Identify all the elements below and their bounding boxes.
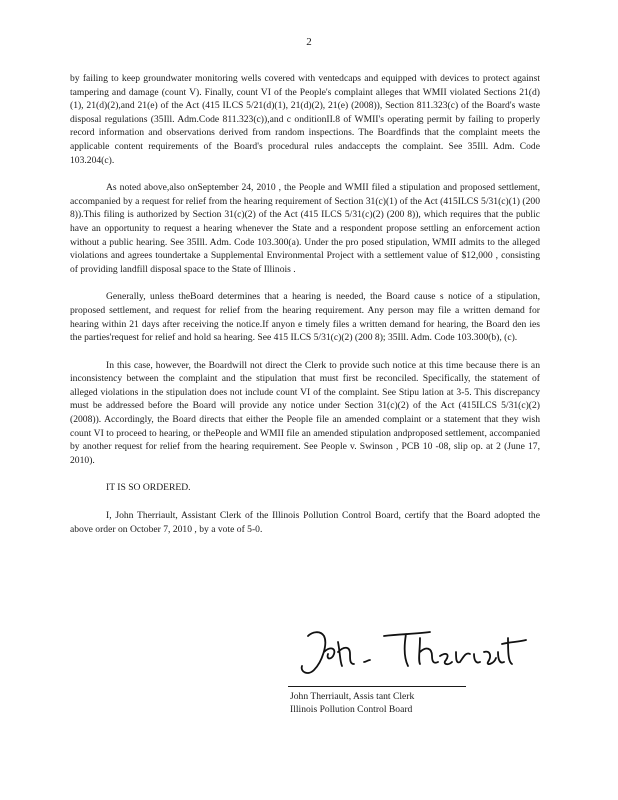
- signer-info: [290, 690, 414, 716]
- paragraph-stipulation-filing: As noted above,also onSeptember 24, 2010 , the People and WMII filed a stipulation and proposed settlement, accompanied by a request for relief from the hearing requirement of Section 31(c)(1) of the Act (415ILCS 5/31(c)(1) (200 8)).This filing is authorized by Section 31(c)(2) of the Act (415 ILCS 5/31(c)(2) (200 8)), which requires that the public have an opportunity to request a hearing whenever the State and a respondent propose settling an enforcement action without a public hearing. See 35Ill. Adm. Code 103.300(a). Under the pro posed stipulation, WMII admits to the alleged violations and agrees toundertake a Supplemental Environmental Project with a settlement value of $12,000 , consisting of providing landfill disposal space to the State of Illinois .: [70, 182, 540, 275]
- signature-line: [288, 686, 466, 687]
- signature-block: [290, 622, 490, 715]
- order-body: [70, 72, 540, 550]
- so-ordered: IT IS SO ORDERED.: [106, 482, 191, 494]
- signer-organization: Illinois Pollution Control Board: [290, 704, 413, 715]
- clerk-certification: I, John Therriault, Assistant Clerk of the Illinois Pollution Control Board, certify that the Board adopted the above order on October 7, 2010 , by a vote of 5-0.: [70, 510, 540, 535]
- handwritten-signature: [290, 622, 530, 678]
- page-number: 2: [306, 36, 312, 48]
- paragraph-inconsistency: In this case, however, the Boardwill not direct the Clerk to provide such notice at this time because there is an inconsistency between the complaint and the stipulation that must first be reconciled. Specifically, the statement of alleged violations in the stipulation does not include count VI of the complaint. See Stipu lation at 3-5. This discrepancy must be addressed before the Board will provide any notice under Section 31(c)(2) of the Act (415ILCS 5/31(c)(2) (2008)). Accordingly, the Board directs that either the People file an amended complaint or a statement that they wish count VI to proceed to hearing, or thePeople and WMII file an amended stipulation andproposed settlement, accompanied by another request for relief from the hearing requirement. See People v. Swinson , PCB 10 -08, slip op. at 2 (June 17, 2010).: [70, 359, 540, 466]
- paragraph-complaint-counts: by failing to keep groundwater monitoring wells covered with ventedcaps and equipped with devices to protect against tampering and damage (count V). Finally, count VI of the People's complaint alleges that WMII violated Sections 21(d)(1), 21(d)(2),and 21(e) of the Act (415 ILCS 5/21(d)(1), 21(d)(2), 21(e) (2008)), Section 811.323(c) of the Board's waste disposal regulations (35Ill. Adm.Code 811.323(c)),and c onditionII.8 of WMII's operating permit by failing to properly record information and observations derived from random inspections. The Boardfinds that the complaint meets the applicable content requirements of the Board's procedural rules andaccepts the complaint. See 35Ill. Adm. Code 103.204(c).: [70, 73, 540, 166]
- paragraph-hearing-notice: Generally, unless theBoard determines that a hearing is needed, the Board cause s notice of a stipulation, proposed settlement, and request for relief from the hearing requirement. Any person may file a written demand for hearing within 21 days after receiving the notice.If anyon e timely files a written demand for hearing, the Board den ies the parties'request for relief and hold sa hearing. See 415 ILCS 5/31(c)(2) (200 8); 35Ill. Adm. Code 103.300(b), (c).: [70, 291, 540, 344]
- signer-name-title: John Therriault, Assis tant Clerk: [290, 691, 415, 702]
